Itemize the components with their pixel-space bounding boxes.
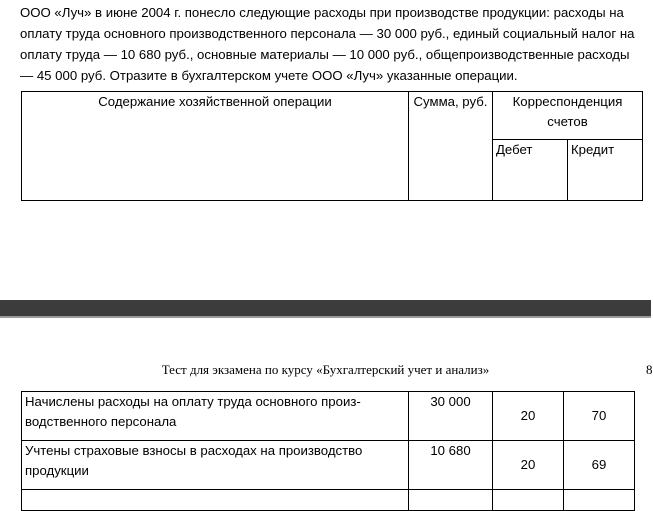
row-debit: 20 (493, 392, 564, 441)
header-correspondence: Корреспонденция счетов (493, 92, 643, 140)
running-header: Тест для экзамена по курсу «Бухгалтерский учет и анализ» (161, 362, 490, 377)
header-credit: Кредит (568, 140, 643, 201)
table-row (22, 490, 635, 511)
header-amount: Сумма, руб. (409, 92, 493, 201)
table-row (22, 441, 635, 490)
page-break-bar (0, 300, 651, 316)
row-operation: Учтены страховые взносы в расходах на производство продукции (22, 441, 409, 490)
header-debit: Дебет (493, 140, 568, 201)
page-break-line (0, 316, 651, 318)
row-operation: Начислены расходы на оплату труда основного произ-водственного персонала (22, 392, 409, 441)
table-row (22, 392, 635, 441)
problem-statement: ООО «Луч» в июне 2004 г. понесло следующие расходы при производстве продукции: расходы на оплату труда основного производственного персонала — 30 000 руб., единый социальный налог на оплату труда — 10 680 руб., основные материалы — 10 000 руб., общепроизводственные расходы — 45 000 руб. Отразите в бухгалтерском учете ООО «Луч» указанные операции. (20, 5, 635, 83)
row-credit: 69 (564, 441, 635, 490)
accounting-table-header (21, 91, 643, 201)
row-amount: 30 000 (409, 392, 493, 441)
accounting-table-body (21, 391, 635, 511)
header-operation: Содержание хозяйственной операции (22, 92, 409, 201)
row-amount: 10 680 (409, 441, 493, 490)
row-debit: 20 (493, 441, 564, 490)
page-number: 8 (646, 362, 653, 377)
row-credit: 70 (564, 392, 635, 441)
